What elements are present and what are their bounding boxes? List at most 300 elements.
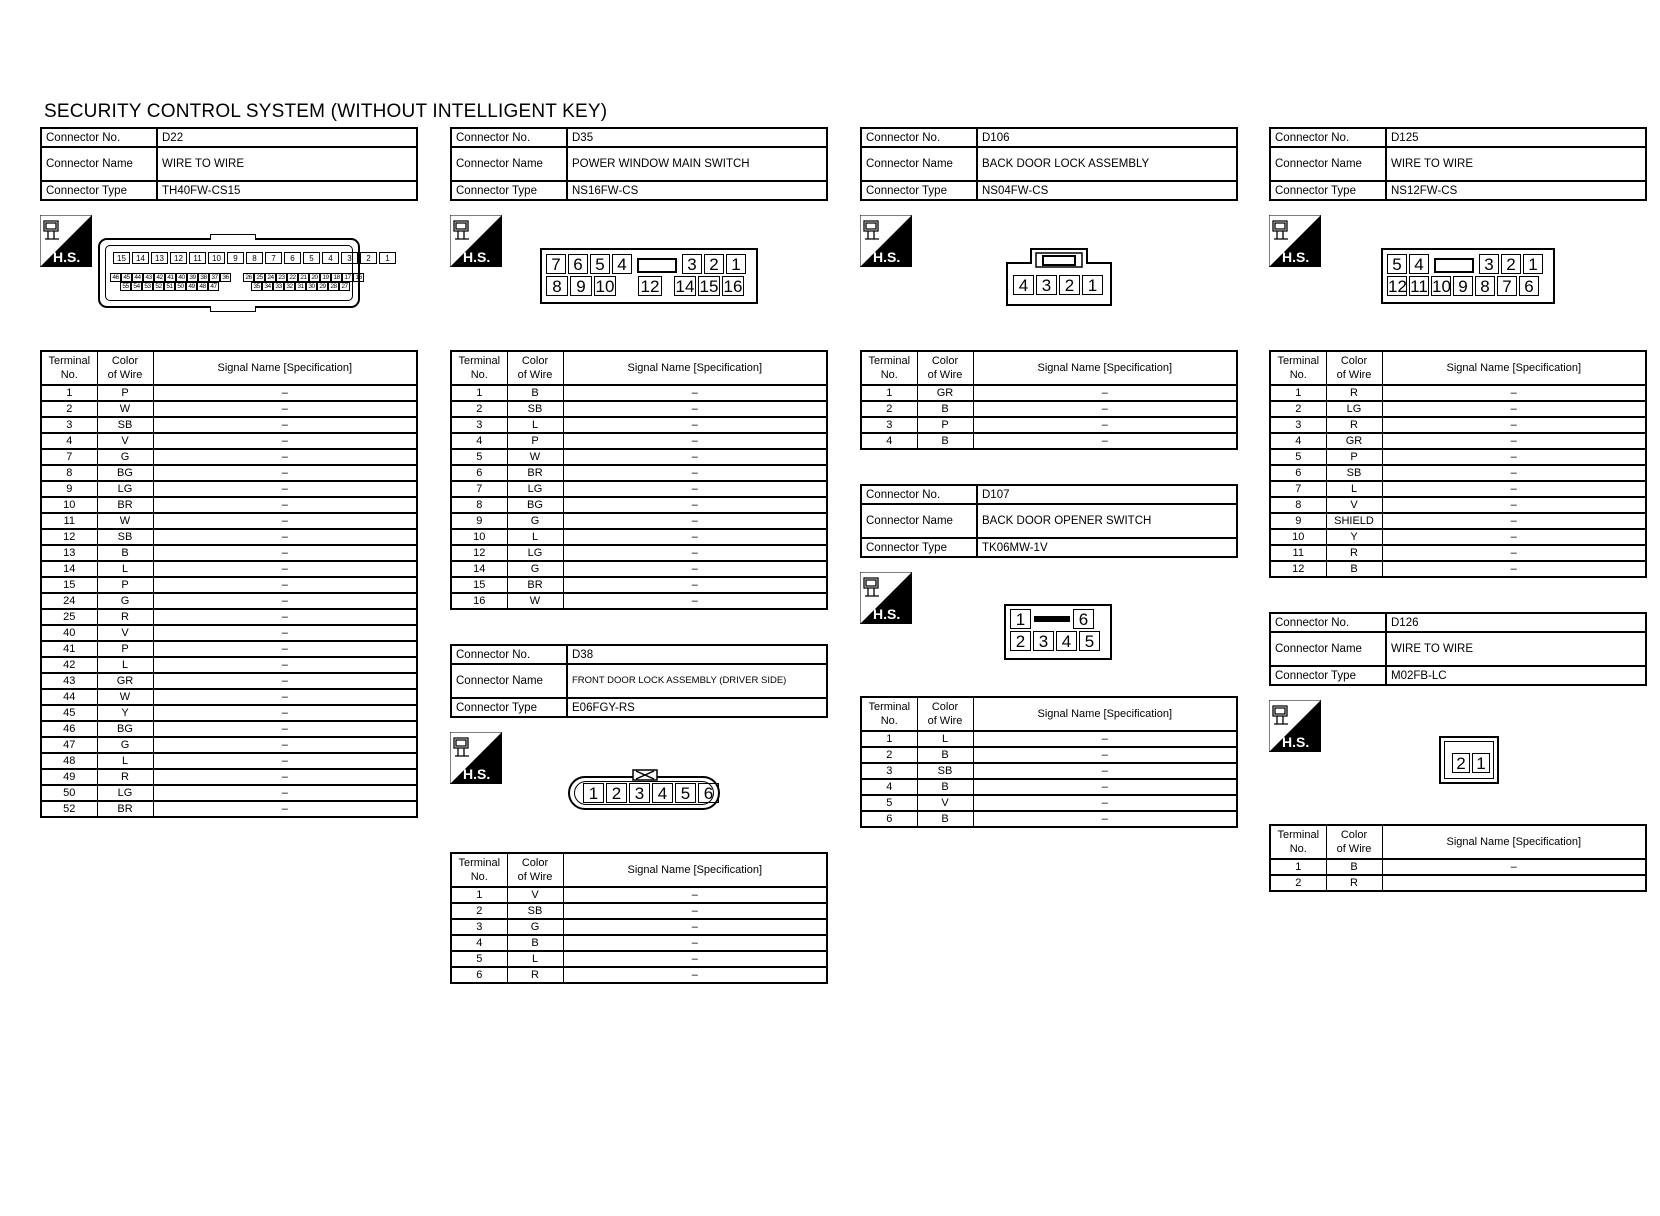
signal-name-cell: – — [973, 811, 1237, 827]
connector-d126-header — [1269, 612, 1647, 686]
connector-pin: 12 — [1388, 277, 1407, 296]
table-row — [451, 903, 827, 919]
connector-name-value: WIRE TO WIRE — [1386, 632, 1646, 666]
label-connector-no: Connector No. — [41, 128, 157, 147]
terminal-no-cell: 11 — [1270, 545, 1326, 561]
signal-name-cell: – — [153, 497, 417, 513]
wire-color-cell: R — [507, 967, 563, 983]
table-row — [1270, 465, 1646, 481]
connector-pin: 53 — [142, 282, 153, 291]
d38-pin-row — [582, 782, 720, 804]
label-connector-no: Connector No. — [1270, 128, 1386, 147]
table-row — [41, 513, 417, 529]
connector-d125-diagram — [1269, 209, 1647, 344]
connector-pin: 23 — [276, 273, 287, 282]
connector-pin: 21 — [298, 273, 309, 282]
terminal-no-cell: 12 — [41, 529, 97, 545]
wire-color-cell: L — [507, 529, 563, 545]
table-row — [41, 737, 417, 753]
connector-pin: 2 — [360, 252, 377, 264]
terminal-no-cell: 2 — [861, 747, 917, 763]
column-1 — [40, 127, 418, 818]
terminal-no-cell: 6 — [451, 967, 507, 983]
signal-name-cell: – — [563, 561, 827, 577]
connector-d38-terminal-table — [450, 852, 828, 984]
table-row — [41, 753, 417, 769]
signal-name-cell: – — [973, 763, 1237, 779]
terminal-no-cell: 2 — [1270, 875, 1326, 891]
connector-pin: 12 — [638, 276, 662, 296]
table-row — [41, 385, 417, 401]
terminal-no-cell: 12 — [451, 545, 507, 561]
signal-name-header: Signal Name [Specification] — [563, 853, 827, 887]
d125-pin-row-top — [1386, 253, 1550, 275]
table-row — [41, 593, 417, 609]
connector-d106-terminal-table — [860, 350, 1238, 450]
terminal-no-cell: 5 — [861, 795, 917, 811]
connector-pin: 1 — [1523, 254, 1543, 274]
terminal-no-cell: 5 — [451, 449, 507, 465]
connector-pin: 44 — [132, 273, 143, 282]
connector-pin: 4 — [652, 783, 673, 803]
signal-name-cell: – — [563, 593, 827, 609]
d107-pin-row-bottom — [1009, 630, 1107, 652]
wire-color-cell: Y — [97, 705, 153, 721]
connector-d22-terminal-table — [40, 350, 418, 818]
connector-name-value: FRONT DOOR LOCK ASSEMBLY (DRIVER SIDE) — [567, 664, 827, 698]
label-connector-type: Connector Type — [1270, 181, 1386, 200]
wire-color-cell: L — [97, 753, 153, 769]
table-row — [451, 465, 827, 481]
signal-name-cell: – — [153, 401, 417, 417]
table-row — [451, 887, 827, 903]
table-header-row — [861, 697, 1237, 731]
wire-color-cell: P — [97, 641, 153, 657]
table-row — [451, 433, 827, 449]
terminal-no-cell: 44 — [41, 689, 97, 705]
hs-mark-text: H.S. — [463, 766, 491, 782]
connector-pin: 12 — [170, 252, 187, 264]
table-row — [41, 721, 417, 737]
terminal-no-cell: 10 — [451, 529, 507, 545]
connector-pin: 16 — [723, 277, 743, 296]
terminal-no-cell: 6 — [861, 811, 917, 827]
signal-name-cell: – — [563, 903, 827, 919]
wire-color-cell: LG — [507, 545, 563, 561]
connector-no-value: D107 — [977, 485, 1237, 504]
terminal-no-cell: 1 — [451, 385, 507, 401]
label-connector-type: Connector Type — [451, 181, 567, 200]
wire-color-cell: B — [917, 433, 973, 449]
connector-pin: 10 — [595, 277, 615, 296]
terminal-no-cell: 45 — [41, 705, 97, 721]
connector-pin: 10 — [1432, 277, 1451, 296]
wire-color-cell: BG — [97, 465, 153, 481]
connector-d125-header — [1269, 127, 1647, 201]
terminal-no-cell: 13 — [41, 545, 97, 561]
connector-d22-face — [98, 238, 390, 308]
connector-pin: 43 — [143, 273, 154, 282]
connector-pin: 1 — [1010, 609, 1031, 629]
connector-no-value: D106 — [977, 128, 1237, 147]
signal-name-cell: – — [153, 625, 417, 641]
terminal-no-cell: 14 — [41, 561, 97, 577]
wire-color-cell: G — [507, 513, 563, 529]
connector-pin: 3 — [682, 254, 702, 274]
connector-pin: 6 — [1073, 609, 1094, 629]
signal-name-cell: – — [153, 657, 417, 673]
connector-d126-terminal-table — [1269, 824, 1647, 892]
connector-pin: 26 — [243, 273, 254, 282]
table-row — [1270, 385, 1646, 401]
signal-name-cell: – — [153, 737, 417, 753]
signal-name-header: Signal Name [Specification] — [1382, 351, 1646, 385]
wire-color-cell: L — [1326, 481, 1382, 497]
terminal-no-header: Terminal No. — [861, 697, 917, 731]
connector-pin: 2 — [704, 254, 724, 274]
terminal-no-cell: 3 — [861, 763, 917, 779]
terminal-no-cell: 41 — [41, 641, 97, 657]
connector-pin: 4 — [612, 254, 632, 274]
wire-color-cell: G — [97, 737, 153, 753]
signal-name-cell: – — [563, 513, 827, 529]
connector-pin: 3 — [1036, 275, 1057, 295]
signal-name-header: Signal Name [Specification] — [153, 351, 417, 385]
wire-color-cell: L — [97, 657, 153, 673]
terminal-no-cell: 12 — [1270, 561, 1326, 577]
hs-icon — [450, 215, 502, 267]
terminal-no-cell: 9 — [451, 513, 507, 529]
table-row — [41, 641, 417, 657]
table-row — [41, 449, 417, 465]
d125-pin-row-bottom — [1386, 275, 1550, 297]
connector-pin: 6 — [284, 252, 301, 264]
hs-mark-text: H.S. — [53, 249, 81, 265]
connector-pin: 9 — [227, 252, 244, 264]
terminal-no-cell: 25 — [41, 609, 97, 625]
wire-color-cell: B — [507, 935, 563, 951]
terminal-no-cell: 2 — [451, 903, 507, 919]
connector-d126-face — [1439, 736, 1499, 784]
connector-type-value: NS12FW-CS — [1386, 181, 1646, 200]
terminal-no-header: Terminal No. — [861, 351, 917, 385]
table-row — [861, 417, 1237, 433]
wire-color-cell: P — [1326, 449, 1382, 465]
connector-pin: 8 — [246, 252, 263, 264]
signal-name-header: Signal Name [Specification] — [1382, 825, 1646, 859]
terminal-no-cell: 4 — [861, 433, 917, 449]
terminal-no-cell: 2 — [861, 401, 917, 417]
wire-color-cell: W — [97, 513, 153, 529]
terminal-no-cell: 15 — [41, 577, 97, 593]
signal-name-cell: – — [153, 385, 417, 401]
table-row — [41, 705, 417, 721]
terminal-no-cell: 40 — [41, 625, 97, 641]
wire-color-cell: G — [507, 919, 563, 935]
signal-name-cell: – — [153, 801, 417, 817]
signal-name-cell: – — [563, 417, 827, 433]
connector-pin: 5 — [675, 783, 696, 803]
table-row — [1270, 545, 1646, 561]
connector-type-value: NS04FW-CS — [977, 181, 1237, 200]
connector-pin: 6 — [698, 783, 719, 803]
signal-name-cell: – — [1382, 465, 1646, 481]
wire-color-header: Color of Wire — [97, 351, 153, 385]
terminal-no-cell: 1 — [41, 385, 97, 401]
connector-pin: 5 — [1079, 631, 1100, 651]
connector-type-value: TH40FW-CS15 — [157, 181, 417, 200]
connector-type-value: TK06MW-1V — [977, 538, 1237, 557]
table-row — [861, 811, 1237, 827]
signal-name-cell: – — [973, 779, 1237, 795]
connector-pin: 47 — [208, 282, 219, 291]
connector-pin: 14 — [675, 277, 695, 296]
table-row — [41, 417, 417, 433]
table-row — [1270, 513, 1646, 529]
terminal-no-cell: 1 — [1270, 859, 1326, 875]
connector-pin: 55 — [120, 282, 131, 291]
connector-pin: 8 — [1475, 276, 1495, 296]
terminal-no-cell: 3 — [861, 417, 917, 433]
signal-name-cell: – — [563, 401, 827, 417]
wire-color-header: Color of Wire — [507, 351, 563, 385]
connector-pin: 30 — [306, 282, 317, 291]
label-connector-name: Connector Name — [41, 147, 157, 181]
terminal-no-header: Terminal No. — [451, 853, 507, 887]
connector-d107-terminal-table — [860, 696, 1238, 828]
terminal-no-cell: 10 — [41, 497, 97, 513]
table-header-row — [451, 351, 827, 385]
connector-pin: 54 — [131, 282, 142, 291]
connector-d35-header — [450, 127, 828, 201]
connector-pin: 34 — [262, 282, 273, 291]
terminal-no-cell: 16 — [451, 593, 507, 609]
terminal-no-cell: 46 — [41, 721, 97, 737]
hs-icon — [860, 572, 912, 624]
wire-color-cell: LG — [507, 481, 563, 497]
label-connector-name: Connector Name — [451, 147, 567, 181]
connector-d35-terminal-table — [450, 350, 828, 610]
table-row — [1270, 417, 1646, 433]
label-connector-name: Connector Name — [861, 504, 977, 538]
signal-name-cell: – — [153, 449, 417, 465]
label-connector-type: Connector Type — [41, 181, 157, 200]
connector-pin: 15 — [699, 277, 719, 296]
signal-name-cell: – — [153, 465, 417, 481]
table-row — [41, 577, 417, 593]
terminal-no-cell: 3 — [451, 919, 507, 935]
connector-pin: 8 — [546, 276, 568, 296]
wire-color-cell: BR — [507, 465, 563, 481]
d22-pin-row-middle — [110, 273, 364, 282]
table-row — [1270, 859, 1646, 875]
wire-color-cell: SB — [507, 401, 563, 417]
wire-color-cell: BR — [97, 801, 153, 817]
connector-pin: 11 — [1410, 277, 1428, 296]
connector-pin: 1 — [379, 252, 396, 264]
table-header-row — [1270, 351, 1646, 385]
wire-color-cell: P — [507, 433, 563, 449]
wire-color-cell: P — [917, 417, 973, 433]
signal-name-cell: – — [153, 689, 417, 705]
connector-pin: 9 — [570, 276, 592, 296]
terminal-no-cell: 5 — [1270, 449, 1326, 465]
signal-name-cell: – — [1382, 529, 1646, 545]
signal-name-cell: – — [153, 481, 417, 497]
terminal-no-cell: 11 — [41, 513, 97, 529]
label-connector-no: Connector No. — [861, 485, 977, 504]
signal-name-cell: – — [973, 747, 1237, 763]
connector-pin: 3 — [1033, 631, 1054, 651]
connector-pin: 16 — [353, 273, 364, 282]
table-row — [41, 609, 417, 625]
table-row — [41, 673, 417, 689]
connector-pin: 36 — [220, 273, 231, 282]
connector-pin: 27 — [339, 282, 350, 291]
table-header-row — [41, 351, 417, 385]
terminal-no-cell: 47 — [41, 737, 97, 753]
table-row — [41, 657, 417, 673]
wire-color-cell: B — [1326, 859, 1382, 875]
connector-pin: 6 — [1519, 276, 1539, 296]
signal-name-cell — [1382, 875, 1646, 891]
connector-d38-diagram — [450, 726, 828, 852]
terminal-no-cell: 8 — [41, 465, 97, 481]
connector-d106-diagram — [860, 209, 1238, 344]
table-row — [1270, 875, 1646, 891]
connector-pin: 37 — [209, 273, 220, 282]
wire-color-cell: L — [507, 951, 563, 967]
hs-icon — [860, 215, 912, 267]
wire-color-cell: R — [1326, 385, 1382, 401]
connector-pin: 35 — [251, 282, 262, 291]
signal-name-cell: – — [1382, 497, 1646, 513]
table-row — [861, 747, 1237, 763]
signal-name-cell: – — [563, 529, 827, 545]
label-connector-no: Connector No. — [861, 128, 977, 147]
signal-name-cell: – — [1382, 481, 1646, 497]
d35-pin-row-bottom — [545, 275, 753, 297]
label-connector-no: Connector No. — [1270, 613, 1386, 632]
connector-pin: 4 — [1013, 275, 1034, 295]
signal-name-cell: – — [563, 497, 827, 513]
wire-color-cell: Y — [1326, 529, 1382, 545]
connector-pin: 6 — [568, 254, 588, 274]
signal-name-cell: – — [973, 731, 1237, 747]
table-row — [861, 401, 1237, 417]
wire-color-cell: R — [1326, 545, 1382, 561]
table-row — [451, 401, 827, 417]
signal-name-header: Signal Name [Specification] — [973, 351, 1237, 385]
terminal-no-cell: 2 — [41, 401, 97, 417]
wire-color-cell: SB — [1326, 465, 1382, 481]
connector-pin: 17 — [342, 273, 353, 282]
signal-name-cell: – — [1382, 433, 1646, 449]
signal-name-cell: – — [1382, 385, 1646, 401]
wire-color-cell: GR — [97, 673, 153, 689]
table-row — [41, 529, 417, 545]
table-row — [41, 689, 417, 705]
wire-color-cell: B — [1326, 561, 1382, 577]
terminal-no-cell: 5 — [451, 951, 507, 967]
wire-color-cell: B — [917, 747, 973, 763]
connector-name-value: WIRE TO WIRE — [1386, 147, 1646, 181]
wire-color-cell: R — [97, 769, 153, 785]
wire-color-header: Color of Wire — [917, 351, 973, 385]
terminal-no-header: Terminal No. — [41, 351, 97, 385]
table-row — [41, 801, 417, 817]
wire-color-cell: B — [97, 545, 153, 561]
signal-name-cell: – — [153, 705, 417, 721]
label-connector-name: Connector Name — [1270, 147, 1386, 181]
table-row — [41, 785, 417, 801]
connector-d107-diagram — [860, 566, 1238, 696]
signal-name-cell: – — [153, 785, 417, 801]
wire-color-cell: W — [507, 449, 563, 465]
signal-name-cell: – — [563, 545, 827, 561]
table-row — [1270, 561, 1646, 577]
signal-name-cell: – — [153, 433, 417, 449]
terminal-no-cell: 8 — [1270, 497, 1326, 513]
signal-name-cell: – — [153, 577, 417, 593]
d22-pin-row-bottom — [120, 282, 350, 291]
table-row — [861, 795, 1237, 811]
d22-pin-row-top — [112, 252, 397, 264]
terminal-no-cell: 9 — [1270, 513, 1326, 529]
connector-pin: 18 — [331, 273, 342, 282]
wire-color-cell: SB — [97, 417, 153, 433]
wire-color-cell: SB — [917, 763, 973, 779]
signal-name-cell: – — [563, 967, 827, 983]
connector-no-value: D38 — [567, 645, 827, 664]
connector-pin: 39 — [187, 273, 198, 282]
table-row — [451, 967, 827, 983]
connector-pin: 5 — [590, 254, 610, 274]
connector-pin: 7 — [265, 252, 282, 264]
page-title: SECURITY CONTROL SYSTEM (WITHOUT INTELLIGENT KEY) — [44, 101, 608, 122]
table-header-row — [861, 351, 1237, 385]
signal-name-cell: – — [153, 673, 417, 689]
terminal-no-cell: 4 — [451, 935, 507, 951]
terminal-no-cell: 3 — [1270, 417, 1326, 433]
signal-name-cell: – — [153, 529, 417, 545]
connector-d22-header — [40, 127, 418, 201]
wire-color-cell: W — [97, 689, 153, 705]
wire-color-cell: P — [97, 577, 153, 593]
signal-name-cell: – — [153, 545, 417, 561]
connector-pin: 20 — [309, 273, 320, 282]
connector-name-value: BACK DOOR LOCK ASSEMBLY — [977, 147, 1237, 181]
hs-mark-text: H.S. — [873, 606, 901, 622]
table-row — [1270, 481, 1646, 497]
signal-name-cell: – — [563, 919, 827, 935]
label-connector-type: Connector Type — [451, 698, 567, 717]
wire-color-cell: B — [917, 401, 973, 417]
table-row — [451, 449, 827, 465]
table-row — [1270, 433, 1646, 449]
hs-mark-text: H.S. — [463, 249, 491, 265]
table-row — [1270, 497, 1646, 513]
hs-icon — [450, 732, 502, 784]
wire-color-cell: V — [97, 625, 153, 641]
signal-name-header: Signal Name [Specification] — [563, 351, 827, 385]
table-row — [41, 561, 417, 577]
table-row — [1270, 529, 1646, 545]
connector-pin: 29 — [317, 282, 328, 291]
signal-name-cell: – — [1382, 417, 1646, 433]
connector-pin: 15 — [113, 252, 130, 264]
connector-pin: 11 — [189, 252, 206, 264]
